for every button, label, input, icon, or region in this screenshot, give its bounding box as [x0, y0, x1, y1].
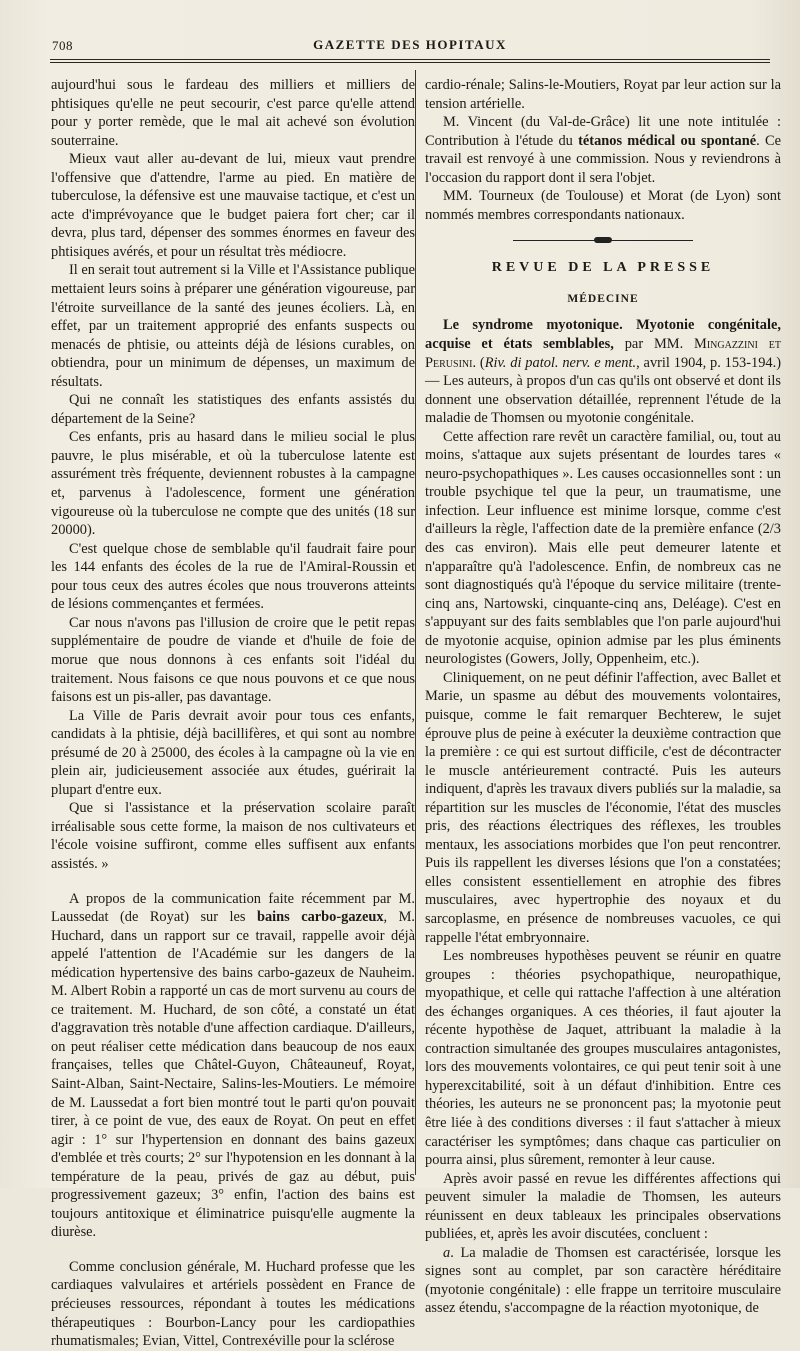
text-run: , M. Huchard, dans un rapport sur ce travail, rappelle avoir déjà appelé l'attention de l'Académie sur les dangers de la médication hypertensive des bains carbo-gazeux de Nauheim. M. Albert Robin a rapporté un cas de mort survenu au cours de ce traitement. M. Huchard, de son côté, a constaté un état d'aggravation très notable d'une affection cardiaque. D'ailleurs, on peut réaliser cette médication dans beaucoup de nos eaux françaises, telles que Châtel-Guyon, Châteauneuf, Royat, Saint-Alban, Saint-Nectaire, Salins-les-Moutiers. Le mémoire de M. Laussedat a fort bien montré tout le parti qu'on pouvait tirer, à ce point de vue, des eaux de Royat. On peut en effet agir : 1° sur l'hypertension en donnant des bains gazeux d'emblée et très courts; 2° sur l'hypotension en les donnant à la température de la peau, privés de gaz au début, puis progressivement gazeux; 3° enfin, l'action des bains est toujours antitoxique et éliminatrice puisqu'elle augmente la diurèse.: [51, 909, 415, 1241]
paragraph: Cette affection rare revêt un caractère familial, ou, tout au moins, s'attaque aux sujets présentant de lourdes tares « neuro-psychopathiques ». Les causes occasionnelles sont : un trouble psychique tel que la peur, un traumatisme, une infection. Leur influence est minime lorsque, comme c'est d'ailleurs la règle, l'affection date de la première enfance (2/3 des cas environ). Mais elle peut demeurer latente et n'apparaître qu'à l'adolescence. Enfin, de nombreux cas ne sont diagnostiqués qu'à l'époque du service militaire (trente-cinq ans, Nartowski, cinquante-cinq ans, Deléage). C'est en s'appuyant sur des faits semblables que l'on parle aujourd'hui de myotonie acquise, opinion admise par les plus éminents neurologistes (Gowers, Jolly, Oppenheim, etc.).: [425, 428, 781, 668]
keyword-bold: bains carbo-gazeux: [256, 909, 384, 926]
page-header: [50, 36, 770, 56]
text-run: A propos de la communication faite récemment par M. Laussedat (de Royat) sur les: [51, 890, 415, 926]
paragraph: Car nous n'avons pas l'illusion de croire que le petit repas supplémentaire de poudre de viande et d'huile de foie de morue que nous donnons à ces enfants soit l'idéal du traitement. Nous faisons ce que nous pouvons et ce que nous faisons est un pis-aller, pas davantage.: [51, 614, 415, 706]
paragraph-carbo-gazeux: [51, 890, 415, 1242]
section-title: REVUE DE LA PRESSE: [491, 260, 715, 276]
paragraph: Que si l'assistance et la préservation scolaire paraît irréalisable sous cette forme, la maison de nos cultivateurs et l'école voisine suffiront, comme elles suffisent aux enfants assistés. »: [51, 800, 415, 872]
paragraph: Les nombreuses hypothèses peuvent se réunir en quatre groupes : théories psychopathique, neuropathique, myopathique, et celle qui rattache l'affection à une altération des échanges organiques. A ces théories, il faut ajouter la récente hypothèse de Jaquet, attribuant la maladie à la contraction simultanée des groupes musculaires antagonistes, lors des mouvements volontaires, ce qui peut tenir soit à une hyperexcitabilité, soit à un défaut d'inhibition. Entre ces théories, les auteurs ne se prononcent pas; la myotonie peut être liée à des conditions diverses : il faut s'attacher à mieux caractériser les symptômes; dans chaque cas particulier on pourra ainsi, plus sûrement, remonter à leur cause.: [425, 948, 781, 1169]
article-title: Le syndrome myotonique. Myotonie congénitale, acquise et états semblables,: [425, 317, 781, 353]
paragraph: Il en serait tout autrement si la Ville et l'Assistance publique mettaient leurs soins à préparer une génération vigoureuse, par l'étroite surveillance de la santé des jeunes écoliers. Là, en effet, par un traitement approprié des enfants suspects ou menacés de phtisie, ou atteints déjà de lésions curables, on obtiendra, pour un minimum de dépenses, un maximum de résultats.: [51, 262, 415, 390]
item-letter: a: [443, 1244, 451, 1261]
text-run: . La maladie de Thomsen est caractérisée, lorsque les signes sont au complet, par son caractère héréditaire (myotonie congénitale) : elle frappe un territoire musculaire assez étendu, s'accompagne de la réaction myotonique, de: [425, 1244, 781, 1317]
text-run: M. Vincent (du Val-de-Grâce) lit une note intitulée : Contribution à l'étude du: [425, 114, 781, 149]
running-title: GAZETTE DES HOPITAUX: [313, 37, 507, 52]
article-lead: [425, 316, 781, 427]
header-rule: [50, 59, 770, 63]
paragraph: Mieux vaut aller au-devant de lui, mieux vaut prendre l'offensive que d'attendre, l'arme au pied. En matière de tuberculose, la défensive est une mauvaise tactique, et c'est un acte d'imprévoyance que le budget paiera fort cher; car il devra, plus tard, dépenser des sommes énormes en faveur des phtisiques avérés, et pour un résultat très médiocre.: [51, 151, 415, 260]
journal-name: Riv. di patol. nerv. e ment.: [484, 354, 637, 371]
text-run: par MM.: [613, 336, 695, 353]
paragraph: C'est quelque chose de semblable qu'il faudrait faire pour les 144 enfants des écoles de la rue de l'Amiral-Roussin et pour tous ceux des autres écoles que nous trouverons atteints de lésions commençantes et fermées.: [51, 540, 415, 613]
paragraph: MM. Tourneux (de Toulouse) et Morat (de Lyon) sont nommés membres correspondants nationaux.: [425, 188, 781, 223]
paragraph-conclusion-a: [425, 1244, 781, 1318]
paragraph: Après avoir passé en revue les différentes affections qui peuvent simuler la maladie de Thomsen, les auteurs réunissent en deux tableaux les principales observations publiées, et, après les avoir discutées, concluent :: [425, 1170, 781, 1243]
subsection-title: MÉDECINE: [567, 292, 639, 305]
paragraph: Cliniquement, on ne peut définir l'affection, avec Ballet et Marie, un spasme au début des mouvements volontaires, puisque, comme le fait remarquer Bechterew, le sujet éprouve plus de peine à exécuter la deuxième contraction que la première : ce qui est surtout difficile, c'est de décontracter le muscle antérieurement contracté. Puis les auteurs indiquent, d'après les travaux divers publiés sur la maladie, sa répartition sur les muscles de l'économie, l'état des muscles pris, des réactions électriques des réflexes, les troubles mentaux, les associations morbides que l'on peut rencontrer. Puis ils rappellent les diverses lésions que l'on a constatées; elles consistent essentiellement en atrophie des fibres musculaires, avec hypertrophie des noyaux et du sarcoplasme, en présence de nombreuses vacuoles, ce qui rappelle l'état embryonnaire.: [425, 669, 781, 946]
paragraph: Ces enfants, pris au hasard dans le milieu social le plus pauvre, le plus misérable, et où la tuberculose latente est assurément très fréquente, deviennent robustes à la campagne et, parvenus à l'adolescence, forment une génération vigoureuse où la tuberculose ne compte que des unités (18 sur 20000).: [51, 429, 415, 539]
ornament: [594, 237, 612, 243]
column-divider: [415, 70, 416, 1175]
paragraph: Comme conclusion générale, M. Huchard professe que les cardiaques valvulaires et artériels possèdent en France de précieuses ressources, répondant à toutes les médications thérapeutiques : Bourbon-Lancy pour les cardiopathies rhumatismales; Evian, Vittel, Contrexéville pour la sclérose: [51, 1258, 415, 1350]
text-run: . Ce travail est renvoyé à une commission. Nous y reviendrons à l'occasion du rapport dont il sera l'objet.: [425, 132, 781, 186]
paragraph-tetanos: [425, 113, 781, 187]
text-run: , avril 1904, p. 153-194.) — Les auteurs, à propos d'un cas qu'ils ont observé et dont ils donnent une observation détaillée, reprennent l'étude de la maladie de Thomsen ou myotonie congénitale.: [425, 354, 782, 427]
right-column: [425, 76, 781, 1318]
paragraph: La Ville de Paris devrait avoir pour tous ces enfants, candidats à la phtisie, déjà bacillifères, et qui sont au nombre présumé de 20 à 25000, des écoles à la campagne où la vie en plein air, judicieusement associée aux études, guérirait la plupart d'entre eux.: [51, 707, 415, 798]
paragraph: Qui ne connaît les statistiques des enfants assistés du département de la Seine?: [51, 392, 415, 427]
article-authors: Mingazzini et Perusini.: [425, 336, 781, 371]
ornamental-rule: [513, 240, 693, 245]
page-number: 708: [52, 38, 73, 53]
paragraph: cardio-rénale; Salins-le-Moutiers, Royat par leur action sur la tension artérielle.: [425, 77, 781, 112]
paragraph: aujourd'hui sous le fardeau des milliers et milliers de phtisiques qu'elle ne peut secourir, c'est parce qu'elle attend pour y porter remède, que le mal ait achevé son évolution souterraine.: [51, 77, 415, 149]
text-run: (: [476, 354, 485, 371]
left-column: [51, 76, 415, 1351]
keyword-bold: tétanos médical ou spontané: [578, 132, 757, 149]
